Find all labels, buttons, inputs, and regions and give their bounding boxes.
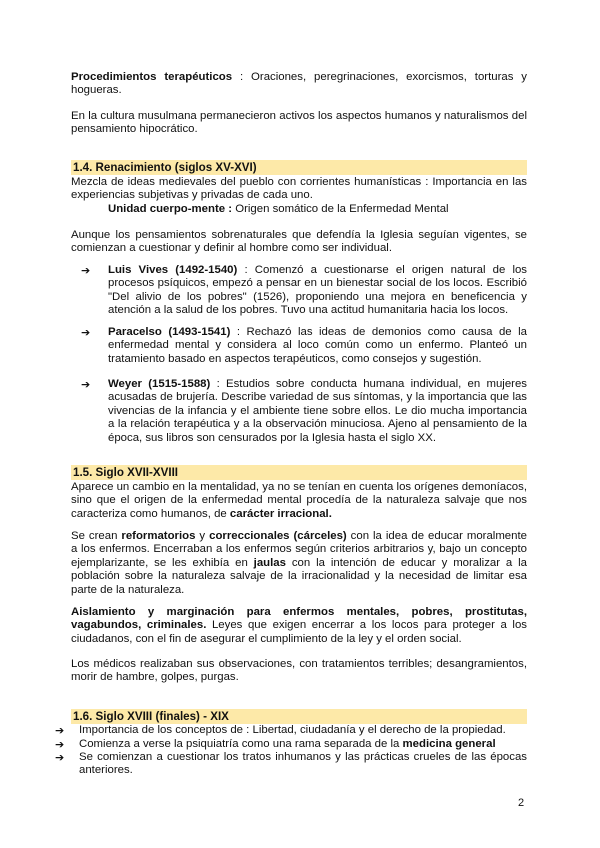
bullet-luis-vives: [81, 264, 528, 318]
isolation-text: Leyes que exigen encerrar a los locos para proteger a los ciudadanos, con el fin de asegurar el cumplimiento de la ley y el orden social.: [71, 619, 527, 645]
mentality-text: Aparece un cambio en la mentalidad, ya no se tenían en cuenta los orígenes demoníacos, sino que el origen de la enfermedad mental procedía de la naturaleza salvaje que nos caracteriza como humanos, de: [71, 481, 527, 520]
intro-muslim-culture: En la cultura musulmana permanecieron activos los aspectos humanos y naturalismos del pensamiento hipocrático.: [71, 110, 527, 136]
text-run: con la idea de educar moralmente a los enfermos. Encerraban a los enfermos según criterios arbitrarios y, bajo un concepto ejemplarizante, se les exhibía en: [71, 530, 527, 569]
arrow-icon: ➔: [81, 264, 91, 277]
procedures-text: : Oraciones, peregrinaciones, exorcismos, torturas y hogueras.: [71, 71, 527, 97]
section-heading-1-5: 1.5. Siglo XVII-XVIII: [71, 465, 527, 480]
bullet-weyer: [81, 378, 527, 445]
reformatories-paragraph: [71, 530, 527, 597]
bullet-name: Weyer (1515-1588): [108, 378, 211, 390]
bold-run: jaulas: [253, 556, 286, 569]
intro-procedures: [71, 71, 527, 98]
bullet-text: : Estudios sobre conducta humana individual, en mujeres acusadas de brujería. Describe variedad de sus síntomas, y la importancia que las vivencias de la infancia y el ambiente tiene sobre ellos. Le dio mucha importancia a la relación terapéutica y a la observación minuciosa. Ajeno al pensamiento de la época, sus libros son censurados por la Iglesia hasta el siglo XX.: [108, 378, 527, 444]
bullet-text: Importancia de los conceptos de : Libertad, ciudadanía y el derecho de la propiedad.: [79, 724, 506, 736]
body-mind-label: Unidad cuerpo-mente :: [108, 203, 233, 215]
isolation-bold: Aislamiento y marginación para enfermos mentales, pobres, prostitutas, vagabundos, criminales.: [71, 606, 527, 632]
mentality-paragraph: [71, 481, 527, 521]
bullet-text: : Comenzó a cuestionarse el origen natural de los procesos psíquicos, empezó a pensar en un bienestar social de los locos. Escribió "Del alivio de los pobres" (1526), proponiendo una mejora en beneficencia y atención a la salud de los pobres. Tuvo una actitud humanitaria hacia los locos.: [108, 264, 528, 317]
isolation-paragraph: [71, 606, 527, 646]
doctors-paragraph: Los médicos realizaban sus observaciones, con tratamientos terribles; desangramientos, morir de hambre, golpes, purgas.: [71, 658, 527, 684]
bullet-name: Paracelso (1493-1541): [108, 326, 231, 338]
body-mind-text: Origen somático de la Enfermedad Mental: [232, 203, 449, 215]
bullet-text: Se comienzan a cuestionar los tratos inhumanos y las prácticas crueles de las épocas anteriores.: [79, 751, 527, 777]
bullet-text: Comienza a verse la psiquiatría como una rama separada de la: [79, 738, 403, 750]
bullet-paracelso: [81, 326, 527, 366]
renaissance-paragraph: Mezcla de ideas medievales del pueblo con corrientes humanísticas : Importancia en las experiencias subjetivas y privadas de cada uno.: [71, 176, 527, 202]
bullet-name: Luis Vives (1492-1540): [108, 264, 238, 276]
arrow-icon: ➔: [81, 326, 91, 339]
page-number: 2: [518, 797, 525, 809]
text-run: y: [195, 530, 210, 542]
bullet-inhumane-treatment: [55, 751, 527, 778]
text-run: Se crean: [71, 530, 122, 542]
section-heading-1-4: 1.4. Renacimiento (siglos XV-XVI): [71, 160, 527, 175]
arrow-icon: ➔: [55, 738, 65, 751]
bullet-bold: medicina general: [402, 738, 496, 750]
mentality-bold: carácter irracional.: [229, 507, 332, 520]
bold-run: correccionales (cárceles): [209, 530, 347, 542]
arrow-icon: ➔: [55, 724, 65, 737]
text-run: con la intención de educar y moralizar a la población sobre la naturaleza salvaje de la irracionalidad y la necesidad de limitar esa parte de la naturaleza.: [71, 556, 527, 596]
bullet-psychiatry: [55, 738, 527, 751]
bold-run: reformatorios: [121, 530, 196, 542]
supernatural-paragraph: Aunque los pensamientos sobrenaturales que defendía la Iglesia seguían vigentes, se comienzan a cuestionar y definir al hombre como ser individual.: [71, 229, 527, 255]
body-mind-unit: [108, 203, 527, 216]
bullet-concepts: [55, 724, 527, 737]
arrow-icon: ➔: [81, 378, 91, 391]
procedures-label: Procedimientos terapéuticos: [71, 71, 233, 83]
arrow-icon: ➔: [55, 751, 65, 764]
section-heading-1-6: 1.6. Siglo XVIII (finales) - XIX: [71, 709, 527, 724]
bullet-text: : Rechazó las ideas de demonios como causa de la enfermedad mental y considera al loco común como un enfermo. Planteó un tratamiento basado en aspectos terapéuticos, como consejos y sugestión.: [108, 326, 527, 365]
